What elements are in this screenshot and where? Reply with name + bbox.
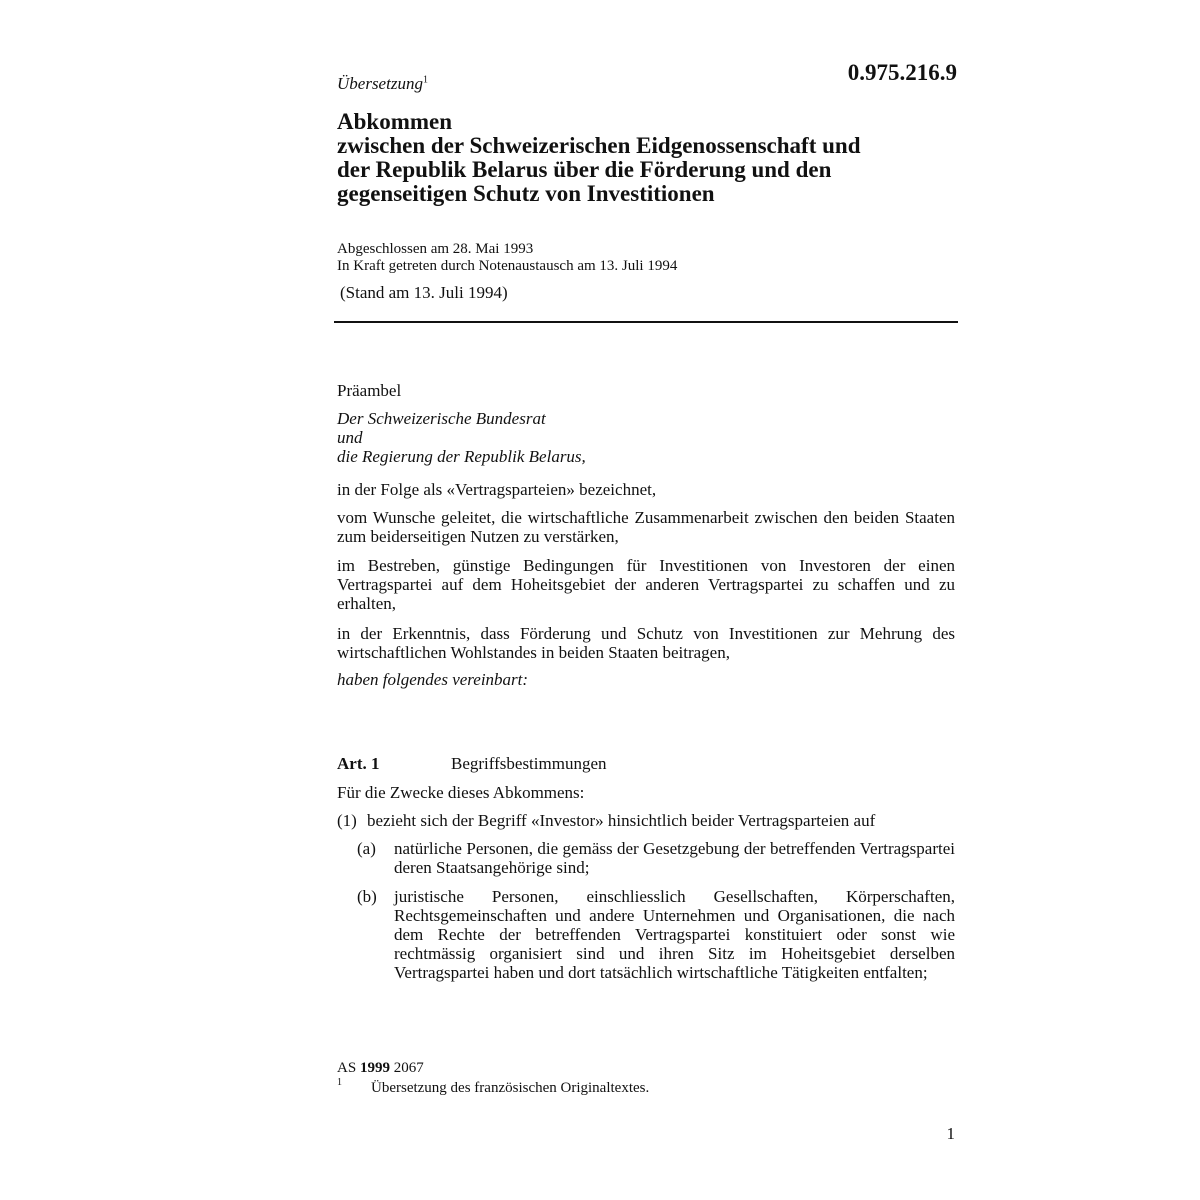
translation-label bbox=[337, 74, 428, 94]
document-title bbox=[337, 110, 957, 206]
preamble-parties bbox=[337, 409, 586, 466]
footnote-number: 1 bbox=[337, 1077, 342, 1088]
header-divider bbox=[334, 321, 958, 323]
as-prefix: AS bbox=[337, 1060, 357, 1076]
preamble-paragraph: vom Wunsche geleitet, die wirtschaftliche Zusammenarbeit zwischen den beiden Staaten zum beiderseitigen Nutzen zu verstärken, bbox=[337, 508, 955, 546]
subitem-text: juristische Personen, einschliesslich Gesellschaften, Körperschaften, Rechtsgemeinschaften und andere Unternehmen und Organisationen, die nach dem Rechte der betreffenden Vertragspartei konstituiert oder sonst wie rechtmässig organisiert sind und ihren Sitz im Hoheitsgebiet derselben Vertragspartei haben und dort tatsächlich wirtschaftliche Tätigkeiten entfalten; bbox=[394, 887, 955, 982]
article-label: Art. 1 bbox=[337, 754, 380, 773]
in-force-date: In Kraft getreten durch Notenaustausch am 13. Juli 1994 bbox=[337, 258, 678, 274]
as-page: 2067 bbox=[393, 1060, 424, 1076]
preamble-paragraph: in der Folge als «Vertragsparteien» bezeichnet, bbox=[337, 480, 657, 499]
preamble-paragraph: im Bestreben, günstige Bedingungen für Investitionen von Investoren der einen Vertragspartei auf dem Hoheitsgebiet der anderen Vertragspartei zu schaffen und zu erhalten, bbox=[337, 556, 955, 613]
preamble-heading: Präambel bbox=[337, 381, 402, 400]
concluded-date: Abgeschlossen am 28. Mai 1993 bbox=[337, 241, 534, 257]
preamble-agreed: haben folgendes vereinbart: bbox=[337, 670, 529, 689]
subitem-letter: (b) bbox=[357, 887, 377, 906]
subitem-letter: (a) bbox=[357, 839, 376, 858]
article-intro: Für die Zwecke dieses Abkommens: bbox=[337, 783, 585, 802]
title-line: gegenseitigen Schutz von Investitionen bbox=[337, 181, 715, 206]
party-line: und bbox=[337, 428, 363, 447]
page-number: 1 bbox=[946, 1124, 955, 1143]
footnote-reference[interactable]: 1 bbox=[422, 74, 428, 86]
title-line: Abkommen bbox=[337, 109, 453, 134]
preamble-paragraph: in der Erkenntnis, dass Förderung und Schutz von Investitionen zur Mehrung des wirtschaftlichen Wohlstandes in beiden Staaten beitragen, bbox=[337, 624, 955, 662]
party-line: Der Schweizerische Bundesrat bbox=[337, 409, 546, 428]
item-number: (1) bbox=[337, 811, 357, 830]
document-meta bbox=[337, 241, 677, 275]
sr-number: 0.975.216.9 bbox=[847, 60, 957, 85]
subitem-text: natürliche Personen, die gemäss der Gesetzgebung der betreffenden Vertragspartei deren Staatsangehörige sind; bbox=[394, 839, 955, 877]
item-text: bezieht sich der Begriff «Investor» hinsichtlich beider Vertragsparteien auf bbox=[367, 811, 876, 830]
footnote-text: Übersetzung des französischen Originaltextes. bbox=[371, 1080, 650, 1096]
as-year: 1999 bbox=[359, 1060, 390, 1076]
title-line: zwischen der Schweizerischen Eidgenossenschaft und bbox=[337, 133, 861, 158]
status-date: (Stand am 13. Juli 1994) bbox=[340, 283, 508, 302]
official-collection-reference bbox=[337, 1060, 424, 1077]
title-line: der Republik Belarus über die Förderung und den bbox=[337, 157, 832, 182]
article-title: Begriffsbestimmungen bbox=[451, 754, 607, 773]
document-page bbox=[337, 60, 957, 1160]
translation-label-text: Übersetzung bbox=[337, 74, 423, 93]
party-line: die Regierung der Republik Belarus, bbox=[337, 447, 586, 466]
